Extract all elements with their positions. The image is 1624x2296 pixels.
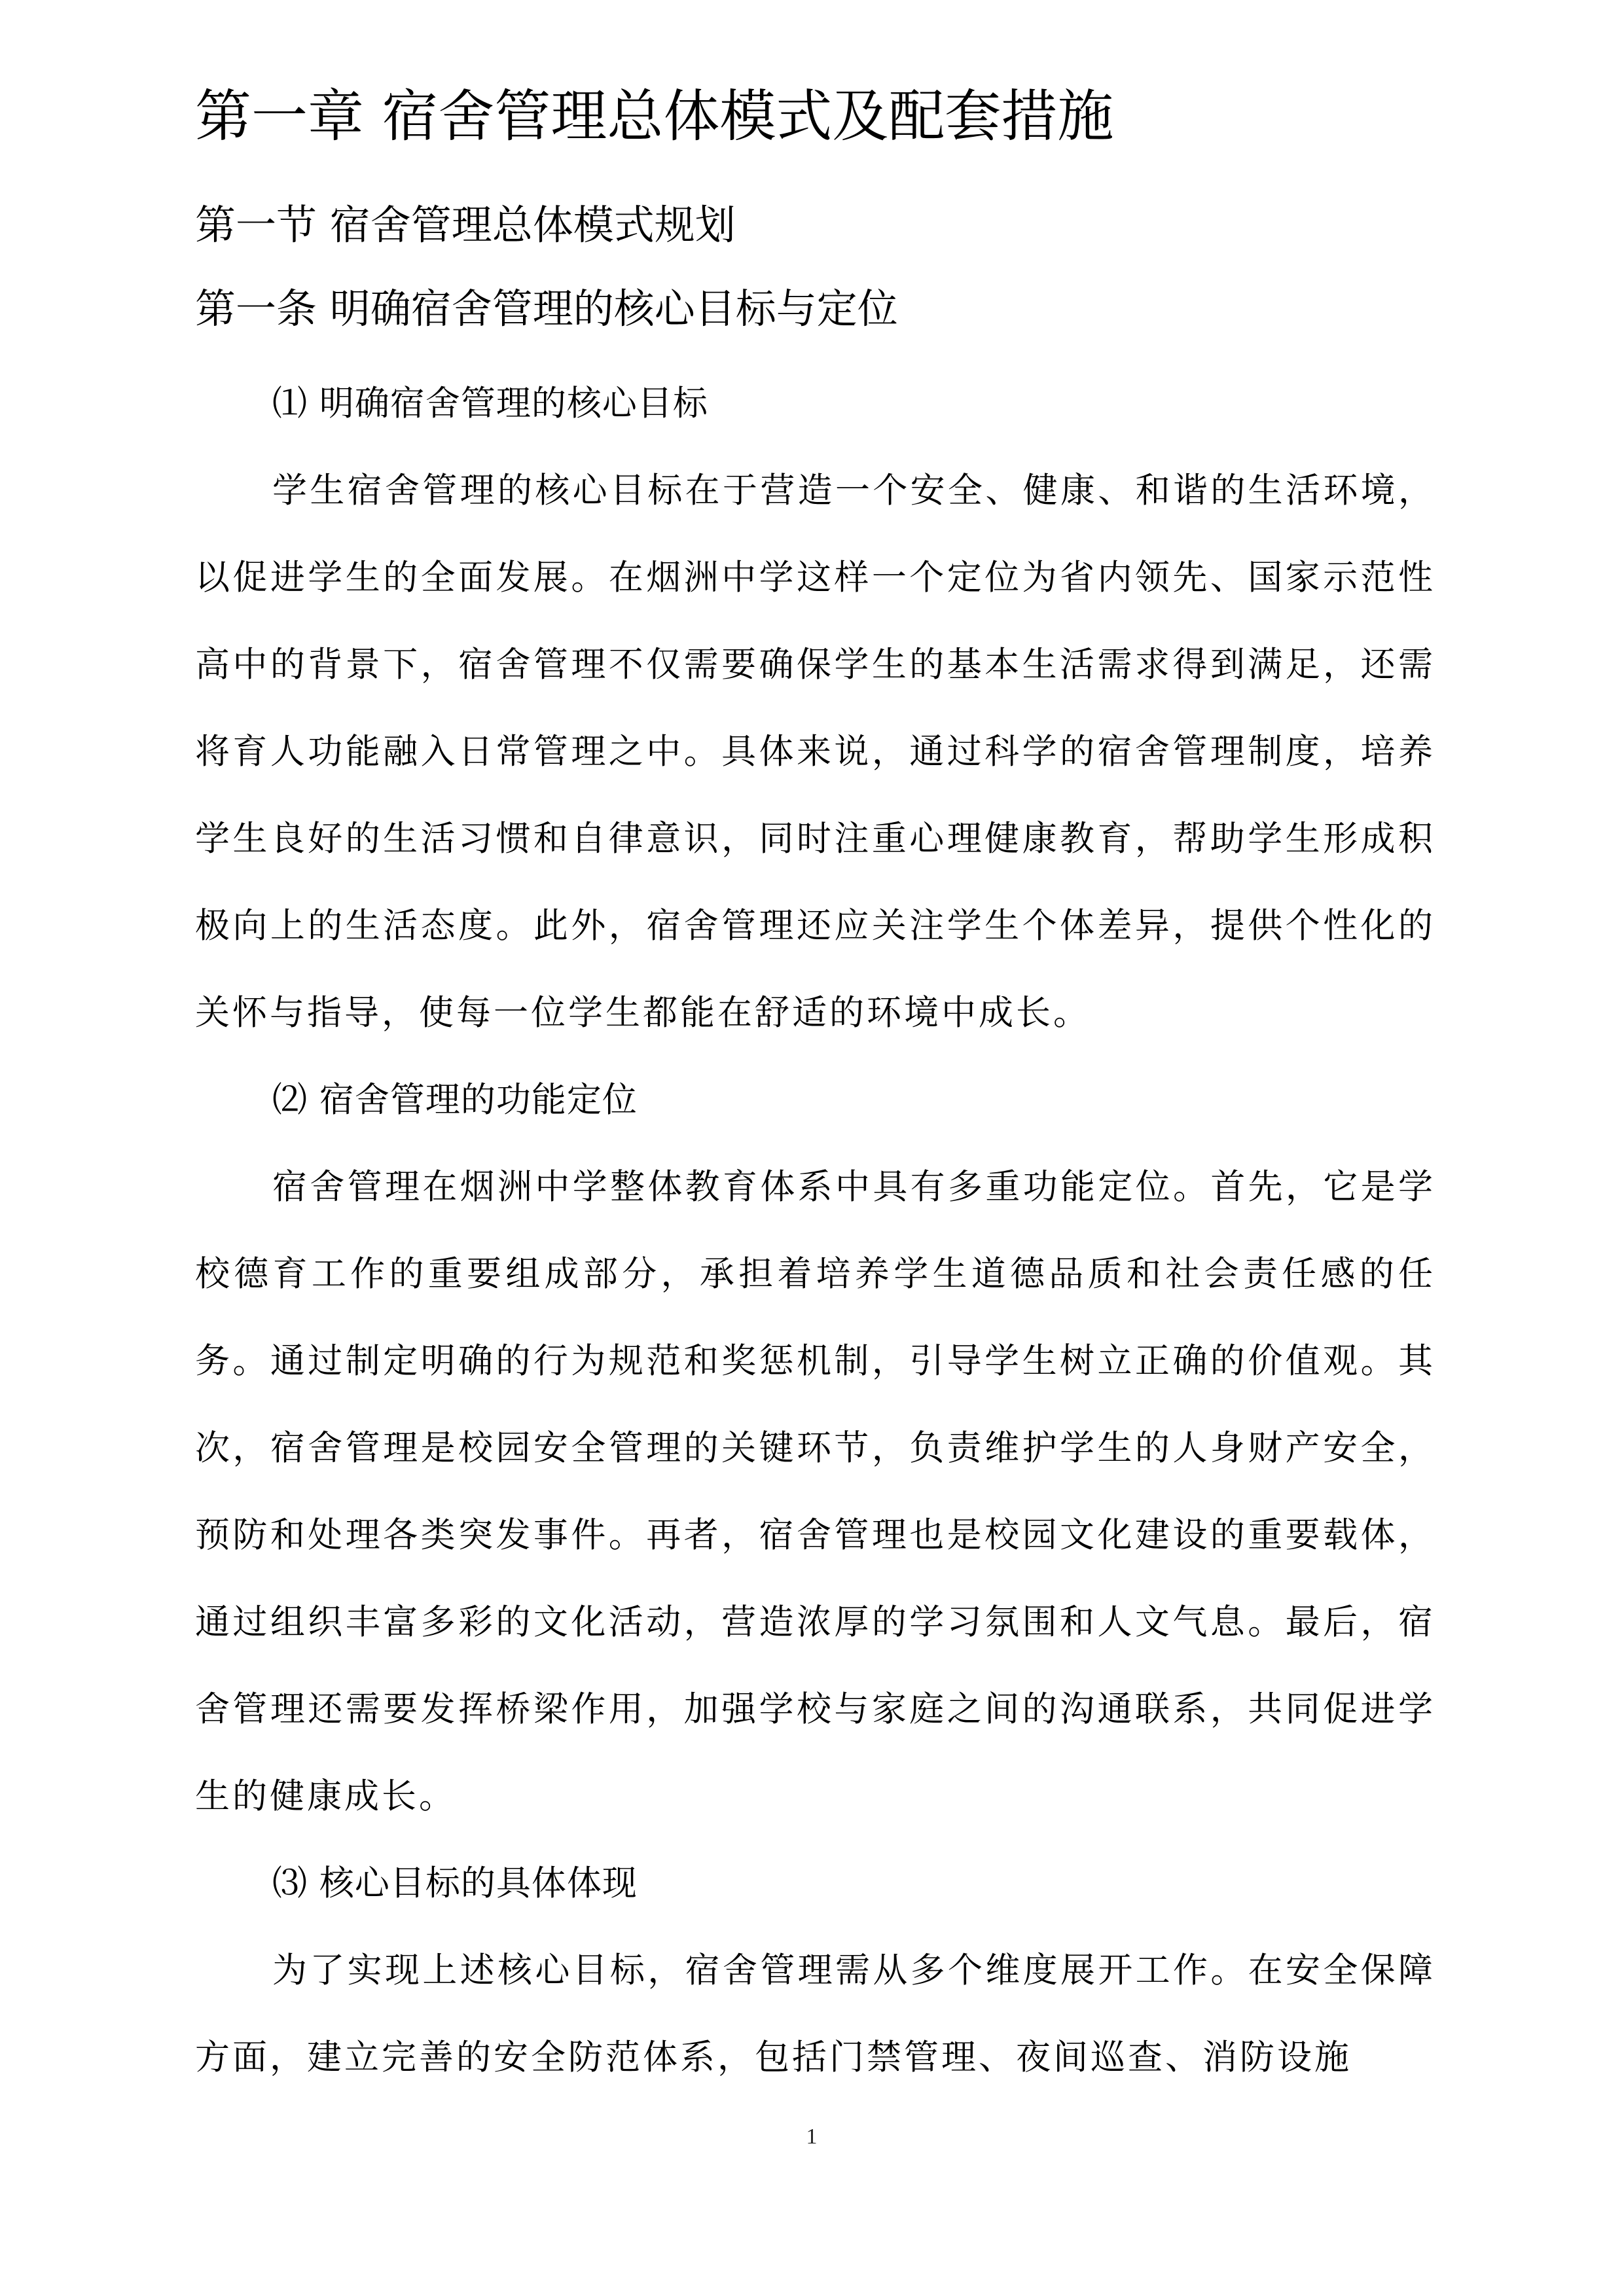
paragraph-function-positioning: 宿舍管理在烟洲中学整体教育体系中具有多重功能定位。首先，它是学校德育工作的重要组成部分，承担着培养学生道德品质和社会责任感的任务。通过制定明确的行为规范和奖惩机制，引导学生树立正确的价值观。其次，宿舍管理是校园安全管理的关键环节，负责维护学生的人身财产安全，预防和处理各类突发事件。再者，宿舍管理也是校园文化建设的重要载体，通过组织丰富多彩的文化活动，营造浓厚的学习氛围和人文气息。最后，宿舍管理还需要发挥桥梁作用，加强学校与家庭之间的沟通联系，共同促进学生的健康成长。: [195, 1167, 1435, 1816]
chapter-title: 第一章 宿舍管理总体模式及配套措施: [195, 84, 1114, 149]
page-number: 1: [806, 2125, 818, 2149]
paragraph-goal-embodiment: 为了实现上述核心目标，宿舍管理需从多个维度展开工作。在安全保障方面，建立完善的安全防范体系，包括门禁管理、夜间巡查、消防设施: [195, 1950, 1435, 2077]
paragraph-core-goal: 学生宿舍管理的核心目标在于营造一个安全、健康、和谐的生活环境，以促进学生的全面发展。在烟洲中学这样一个定位为省内领先、国家示范性高中的背景下，宿舍管理不仅需要确保学生的基本生活需求得到满足，还需将育人功能融入日常管理之中。具体来说，通过科学的宿舍管理制度，培养学生良好的生活习惯和自律意识，同时注重心理健康教育，帮助学生形成积极向上的生活态度。此外，宿舍管理还应关注学生个体差异，提供个性化的关怀与指导，使每一位学生都能在舒适的环境中成长。: [195, 471, 1435, 1033]
subheading-goal-embodiment: ⑶ 核心目标的具体体现: [272, 1863, 638, 1903]
section-title: 第一节 宿舍管理总体模式规划: [195, 201, 736, 249]
body-text: [195, 360, 1435, 2101]
subheading-function-positioning: ⑵ 宿舍管理的功能定位: [272, 1080, 638, 1120]
subheading-core-goal: ⑴ 明确宿舍管理的核心目标: [272, 384, 708, 423]
article-title: 第一条 明确宿舍管理的核心目标与定位: [195, 285, 898, 332]
